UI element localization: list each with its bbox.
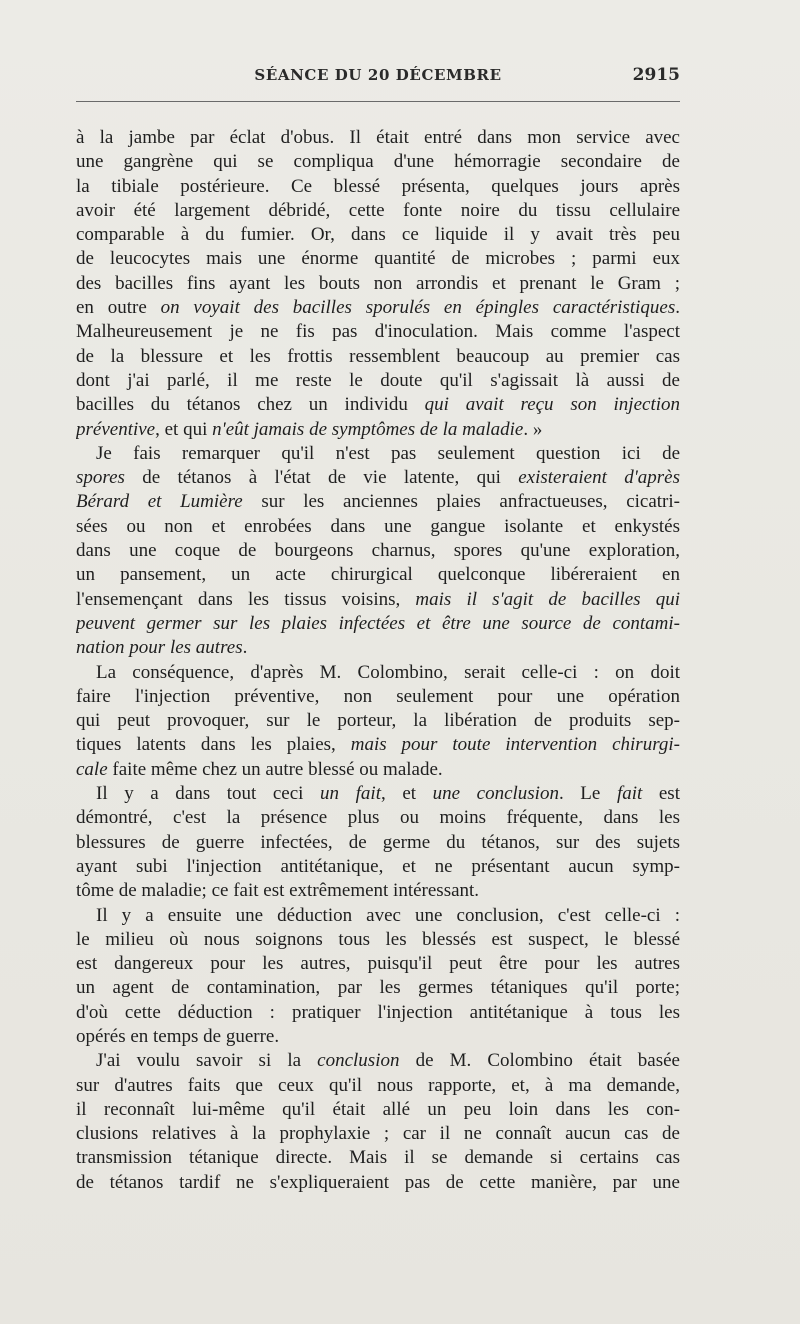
paragraph xyxy=(76,1049,680,1195)
paragraph xyxy=(76,126,680,442)
text-line: J'ai voulu savoir si la conclusion de M. Colombino était basée xyxy=(96,1050,680,1072)
text-line: il reconnaît lui-même qu'il était allé un peu loin dans les con- xyxy=(76,1098,680,1120)
text-line: avoir été largement débridé, cette fonte noire du tissu cellulaire xyxy=(76,199,680,221)
text-line: de la blessure et les frottis ressemblent beaucoup au premier cas xyxy=(76,345,680,367)
text-line: clusions relatives à la prophylaxie ; car il ne connaît aucun cas de xyxy=(76,1123,680,1145)
text-line: sur d'autres faits que ceux qu'il nous rapporte, et, à ma demande, xyxy=(76,1074,680,1096)
text-line: est dangereux pour les autres, puisqu'il peut être pour les autres xyxy=(76,953,680,975)
page-number: 2915 xyxy=(632,65,680,85)
text-line: Malheureusement je ne fis pas d'inoculation. Mais comme l'aspect xyxy=(76,321,680,343)
body-text xyxy=(76,126,680,1195)
text-line: Il y a ensuite une déduction avec une conclusion, c'est celle-ci : xyxy=(96,904,680,926)
text-line: le milieu où nous soignons tous les blessés est suspect, le blessé xyxy=(76,928,680,950)
text-line: qui peut provoquer, sur le porteur, la libération de produits sep- xyxy=(76,710,680,732)
text-line: La conséquence, d'après M. Colombino, serait celle-ci : on doit xyxy=(96,661,680,683)
paragraph xyxy=(76,661,680,782)
text-line: préventive, et qui n'eût jamais de symptômes de la maladie. » xyxy=(76,418,543,440)
text-line: de leucocytes mais une énorme quantité de microbes ; parmi eux xyxy=(76,248,680,270)
paragraph xyxy=(76,782,680,903)
text-line: Je fais remarquer qu'il n'est pas seulement question ici de xyxy=(96,442,680,464)
text-line: sées ou non et enrobées dans une gangue isolante et enkystés xyxy=(76,515,680,537)
text-line: faire l'injection préventive, non seulement pour une opération xyxy=(76,685,680,707)
text-line: opérés en temps de guerre. xyxy=(76,1025,280,1047)
text-line: blessures de guerre infectées, de germe du tétanos, sur des sujets xyxy=(76,831,680,853)
text-line: tôme de maladie; ce fait est extrêmement intéressant. xyxy=(76,880,480,902)
paragraph xyxy=(76,904,680,1050)
running-title: SÉANCE DU 20 DÉCEMBRE xyxy=(254,66,502,84)
text-line: peuvent germer sur les plaies infectées et être une source de contami- xyxy=(76,612,680,634)
text-line: tiques latents dans les plaies, mais pour toute intervention chirurgi- xyxy=(76,734,680,756)
text-line: bacilles du tétanos chez un individu qui avait reçu son injection xyxy=(76,394,680,416)
text-line: un agent de contamination, par les germes tétaniques qu'il porte; xyxy=(76,977,680,999)
text-line: cale faite même chez un autre blessé ou malade. xyxy=(76,758,443,780)
text-line: dans une coque de bourgeons charnus, spores qu'une exploration, xyxy=(76,540,680,562)
header-rule xyxy=(76,101,680,102)
text-line: transmission tétanique directe. Mais il se demande si certains cas xyxy=(76,1147,680,1169)
text-line: comparable à du fumier. Or, dans ce liquide il y avait très peu xyxy=(76,224,680,246)
text-line: ayant subi l'injection antitétanique, et ne présentant aucun symp- xyxy=(76,855,680,877)
text-line: en outre on voyait des bacilles sporulés en épingles caractéristiques. xyxy=(76,297,680,319)
text-line: dont j'ai parlé, il me reste le doute qu'il s'agissait là aussi de xyxy=(76,369,680,391)
text-line: l'ensemençant dans les tissus voisins, mais il s'agit de bacilles qui xyxy=(76,588,680,610)
text-line: Bérard et Lumière sur les anciennes plaies anfractueuses, cicatri- xyxy=(76,491,680,513)
text-line: un pansement, un acte chirurgical quelconque libéreraient en xyxy=(76,564,680,586)
text-line: spores de tétanos à l'état de vie latente, qui existeraient d'après xyxy=(76,467,680,489)
running-head xyxy=(76,66,680,90)
text-line: des bacilles fins ayant les bouts non arrondis et prenant le Gram ; xyxy=(76,272,680,294)
text-line: à la jambe par éclat d'obus. Il était entré dans mon service avec xyxy=(76,127,680,148)
text-line: démontré, c'est la présence plus ou moins fréquente, dans les xyxy=(76,807,680,829)
text-line: d'où cette déduction : pratiquer l'injection antitétanique à tous les xyxy=(76,1001,680,1023)
paragraph xyxy=(76,442,680,661)
text-line: Il y a dans tout ceci un fait, et une conclusion. Le fait est xyxy=(96,783,680,805)
text-line: la tibiale postérieure. Ce blessé présenta, quelques jours après xyxy=(76,175,680,197)
text-line: de tétanos tardif ne s'expliqueraient pas de cette manière, par une xyxy=(76,1171,680,1193)
text-line: nation pour les autres. xyxy=(76,637,248,659)
text-line: une gangrène qui se compliqua d'une hémorragie secondaire de xyxy=(76,151,680,173)
